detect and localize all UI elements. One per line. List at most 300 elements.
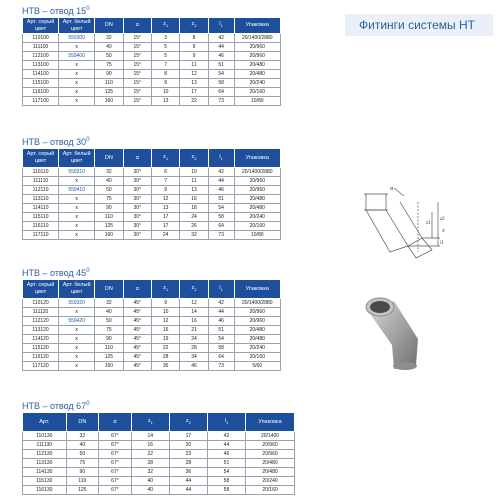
table-cell: 559300 <box>59 34 95 43</box>
column-header <box>59 18 95 34</box>
table-cell: 160 <box>95 97 123 106</box>
column-header-text: Упаковка <box>245 154 269 161</box>
table-cell: 125 <box>66 486 99 495</box>
table-row <box>23 326 281 335</box>
table-cell: 110 <box>95 344 123 353</box>
table-row <box>23 213 281 222</box>
table-cell: 50 <box>95 52 123 61</box>
table-cell: 110100 <box>23 34 59 43</box>
header-row <box>23 149 281 168</box>
table-row <box>23 168 281 177</box>
column-header <box>123 149 151 168</box>
table-cell: 24 <box>180 335 208 344</box>
table-cell: x <box>59 195 95 204</box>
table-cell: 20/480 <box>234 204 280 213</box>
table-cell: 13 <box>151 204 179 213</box>
table-row <box>23 79 281 88</box>
header-row <box>23 18 281 34</box>
table-cell: 22 <box>180 97 208 106</box>
table-cell: 12 <box>151 195 179 204</box>
table-cell: 30° <box>123 222 151 231</box>
table-cell: 50 <box>66 450 99 459</box>
table-row <box>23 61 281 70</box>
table-cell: 24 <box>151 231 179 240</box>
table-cell: 67° <box>99 477 132 486</box>
table-cell: 114110 <box>23 204 59 213</box>
degree-mark: 0 <box>86 6 90 12</box>
table-cell: 125 <box>95 88 123 97</box>
table-cell: 13 <box>151 97 179 106</box>
column-header <box>23 413 67 432</box>
table-cell: 42 <box>208 168 234 177</box>
table-cell: 32 <box>95 168 123 177</box>
table-cell: 10 <box>151 88 179 97</box>
table-cell: 58 <box>208 79 234 88</box>
table-row <box>23 450 295 459</box>
table-cell: 112130 <box>23 450 67 459</box>
table-cell: 17 <box>180 88 208 97</box>
table-cell: 32 <box>66 432 99 441</box>
table-cell: 559420 <box>59 317 95 326</box>
table-row <box>23 177 281 186</box>
degree-mark: 0 <box>86 401 90 407</box>
table-cell: 114100 <box>23 70 59 79</box>
table-cell: 17 <box>169 432 207 441</box>
table-cell: 20/1400/2880 <box>234 34 280 43</box>
column-header <box>95 18 123 34</box>
table-cell: 5 <box>151 52 179 61</box>
table-cell: 67° <box>99 459 132 468</box>
table-cell: 20/160 <box>234 353 280 362</box>
table-cell: 64 <box>208 88 234 97</box>
table-row <box>23 299 281 308</box>
column-header-subscript: 1 <box>220 23 223 29</box>
table-cell: 110130 <box>23 432 67 441</box>
table-cell: 111130 <box>23 441 67 450</box>
column-header-text: DN <box>104 154 113 161</box>
table-cell: 10 <box>180 168 208 177</box>
table-cell: x <box>59 61 95 70</box>
column-header-subscript: 2 <box>194 156 197 162</box>
table-cell: 30° <box>123 195 151 204</box>
table-cell: 10/80 <box>234 231 280 240</box>
table-cell: 12 <box>151 317 179 326</box>
table-cell: x <box>59 362 95 371</box>
table-cell: 559320 <box>59 299 95 308</box>
column-header <box>169 413 207 432</box>
table-row <box>23 231 281 240</box>
table-cell: 16 <box>151 326 179 335</box>
column-header-subscript: 2 <box>194 287 197 293</box>
table-row <box>23 97 281 106</box>
table-cell: 113130 <box>23 459 67 468</box>
table-cell: 110 <box>95 213 123 222</box>
table-cell: x <box>59 344 95 353</box>
table-cell: 67° <box>99 441 132 450</box>
table-cell: 90 <box>66 468 99 477</box>
table-cell: 112100 <box>23 52 59 61</box>
column-header-text: l <box>219 284 221 291</box>
table-cell: 20/480 <box>234 326 280 335</box>
column-header-text: Упаковка <box>258 418 282 425</box>
table-row <box>23 43 281 52</box>
table-row <box>23 34 281 43</box>
table-cell: 58 <box>207 477 245 486</box>
table-cell: 20/160 <box>234 222 280 231</box>
table-cell: 14 <box>180 308 208 317</box>
table-cell: 58 <box>208 213 234 222</box>
table-cell: 20/480 <box>246 468 295 477</box>
table-cell: 40 <box>66 441 99 450</box>
table-cell: 10/80 <box>234 97 280 106</box>
table-cell: 111120 <box>23 308 59 317</box>
table-cell: 30° <box>123 204 151 213</box>
column-header <box>59 149 95 168</box>
table-cell: 51 <box>208 326 234 335</box>
table-cell: x <box>59 335 95 344</box>
column-header-text: α <box>113 418 117 425</box>
table-cell: 15° <box>123 97 151 106</box>
table-cell: x <box>59 353 95 362</box>
table-cell: 64 <box>208 353 234 362</box>
table-cell: 44 <box>169 477 207 486</box>
table-cell: 90 <box>95 335 123 344</box>
table-cell: 51 <box>208 61 234 70</box>
table-cell: 20/960 <box>234 43 280 52</box>
table-row <box>23 344 281 353</box>
column-header <box>99 413 132 432</box>
table-cell: 13 <box>180 186 208 195</box>
table-cell: 10 <box>151 308 179 317</box>
table-section-67 <box>22 401 295 495</box>
table-cell: 15° <box>123 88 151 97</box>
column-header <box>95 280 123 299</box>
table-cell: 20 <box>169 441 207 450</box>
table-cell: 32 <box>95 34 123 43</box>
column-header-text: z <box>163 153 166 160</box>
table-row <box>23 362 281 371</box>
table-cell: 44 <box>208 308 234 317</box>
column-header-text: DN <box>78 418 87 425</box>
table-cell: 113100 <box>23 61 59 70</box>
table-cell: 75 <box>66 459 99 468</box>
table-cell: 7 <box>151 177 179 186</box>
table-cell: 110 <box>95 79 123 88</box>
column-header <box>123 280 151 299</box>
table-cell: 67° <box>99 486 132 495</box>
table-cell: 45° <box>123 326 151 335</box>
column-header-text: Арт. белый цвет <box>62 151 91 164</box>
table-cell: 75 <box>95 195 123 204</box>
table-cell: 28 <box>180 344 208 353</box>
table-cell: 115130 <box>23 477 67 486</box>
section-title-text: HTB – отвод 45 <box>22 268 87 278</box>
table-cell: 20/960 <box>234 308 280 317</box>
table-cell: 20/480 <box>234 61 280 70</box>
table-cell: 110110 <box>23 168 59 177</box>
table-cell: 46 <box>208 186 234 195</box>
table-cell: 67° <box>99 432 132 441</box>
table-cell: 20/1400/2880 <box>234 299 280 308</box>
table-cell: 559400 <box>59 52 95 61</box>
header-row <box>23 413 295 432</box>
table-cell: 559310 <box>59 168 95 177</box>
table-row <box>23 335 281 344</box>
column-header-text: Упаковка <box>245 285 269 292</box>
column-header-text: α <box>135 285 139 292</box>
table-cell: 20/960 <box>234 52 280 61</box>
table-cell: 20/160 <box>246 486 295 495</box>
table-cell: 17 <box>151 213 179 222</box>
table-cell: 64 <box>208 222 234 231</box>
table-row <box>23 204 281 213</box>
table-cell: 45° <box>123 308 151 317</box>
table-cell: 51 <box>207 459 245 468</box>
table-cell: 15° <box>123 70 151 79</box>
table-cell: 42 <box>208 34 234 43</box>
column-header <box>208 280 234 299</box>
table-cell: 18 <box>180 204 208 213</box>
table-cell: 11 <box>180 61 208 70</box>
column-header <box>246 413 295 432</box>
table-cell: x <box>59 231 95 240</box>
table-cell: 20/240 <box>234 79 280 88</box>
table-cell: 32 <box>131 468 169 477</box>
table-cell: 8 <box>151 70 179 79</box>
column-header-subscript: 1 <box>165 287 169 293</box>
table-cell: 117120 <box>23 362 59 371</box>
column-header <box>234 280 280 299</box>
column-header-text: z <box>191 284 195 291</box>
section-title <box>22 401 295 412</box>
section-title-text: HTB – отвод 67 <box>22 401 87 411</box>
table-cell: 54 <box>208 335 234 344</box>
table-cell: 58 <box>208 344 234 353</box>
column-header-subscript: 1 <box>225 420 229 426</box>
section-title <box>22 268 281 279</box>
table-row <box>23 441 295 450</box>
table-cell: 6 <box>151 168 179 177</box>
table-cell: 20/480 <box>246 459 295 468</box>
table-cell: 44 <box>169 486 207 495</box>
table-cell: 15° <box>123 79 151 88</box>
table-cell: 45° <box>123 353 151 362</box>
column-header-text: Арт. серый цвет <box>26 151 55 164</box>
column-header-text: Арт. серый цвет <box>26 18 55 32</box>
table-cell: 30° <box>123 213 151 222</box>
table-cell: 125 <box>95 222 123 231</box>
table-cell: 40 <box>131 477 169 486</box>
table-cell: 45° <box>123 344 151 353</box>
table-cell: 20/480 <box>234 70 280 79</box>
diagram-d-label: d <box>442 228 445 233</box>
section-title-text: HTB – отвод 15 <box>22 6 87 16</box>
elbow-technical-drawing <box>360 182 460 262</box>
diagram-l1-label: l1 <box>440 240 444 245</box>
table-cell: 9 <box>180 43 208 52</box>
column-header-text: z <box>163 284 166 291</box>
table-cell: 44 <box>207 441 245 450</box>
table-cell: 45° <box>123 335 151 344</box>
column-header-text: Упаковка <box>245 22 269 28</box>
column-header-text: l <box>224 417 226 424</box>
table-cell: 15° <box>123 61 151 70</box>
column-header-text: z <box>191 21 195 28</box>
column-header <box>123 18 151 34</box>
table-cell: 114120 <box>23 335 59 344</box>
column-header <box>234 149 280 168</box>
table-cell: 5/60 <box>234 362 280 371</box>
table-cell: 20/960 <box>234 177 280 186</box>
table-cell: x <box>59 222 95 231</box>
section-title <box>22 6 281 17</box>
table-cell: 160 <box>95 231 123 240</box>
table-cell: 20/1400/2880 <box>234 168 280 177</box>
table-row <box>23 88 281 97</box>
column-header <box>207 413 245 432</box>
table-cell: 19 <box>151 335 179 344</box>
table-cell: 45° <box>123 317 151 326</box>
table-cell: 46 <box>208 317 234 326</box>
table-cell: 46 <box>208 52 234 61</box>
table-cell: 20/480 <box>234 335 280 344</box>
column-header <box>23 149 59 168</box>
column-header-text: z <box>191 153 195 160</box>
table-cell: 28 <box>169 459 207 468</box>
table-cell: 20/1400 <box>246 432 295 441</box>
table-cell: 73 <box>208 362 234 371</box>
table-cell: 46 <box>207 450 245 459</box>
table-cell: 40 <box>95 308 123 317</box>
table-cell: 111110 <box>23 177 59 186</box>
column-header <box>180 149 208 168</box>
table-cell: 40 <box>131 486 169 495</box>
column-header-text: Арт. <box>39 418 50 425</box>
table-cell: 114130 <box>23 468 67 477</box>
column-header-subscript: 1 <box>165 156 169 162</box>
table-cell: 3 <box>151 34 179 43</box>
table-cell: 5 <box>151 43 179 52</box>
table-cell: 9 <box>151 186 179 195</box>
table-cell: 50 <box>95 186 123 195</box>
column-header-text: DN <box>104 285 113 292</box>
table-row <box>23 477 295 486</box>
table-cell: 90 <box>95 204 123 213</box>
table-cell: 116100 <box>23 88 59 97</box>
spec-table <box>22 148 281 240</box>
column-header <box>59 280 95 299</box>
table-row <box>23 52 281 61</box>
column-header-text: z <box>185 417 189 424</box>
column-header <box>208 149 234 168</box>
table-cell: 110 <box>66 477 99 486</box>
table-cell: x <box>59 213 95 222</box>
column-header-text: DN <box>104 22 113 28</box>
table-cell: x <box>59 204 95 213</box>
table-cell: 51 <box>208 195 234 204</box>
table-cell: 17 <box>151 222 179 231</box>
table-cell: 45° <box>123 299 151 308</box>
column-header-subscript: 1 <box>220 156 223 162</box>
table-cell: 45° <box>123 362 151 371</box>
diagram-alpha-label: α <box>390 186 394 192</box>
table-cell: 20/240 <box>234 213 280 222</box>
table-cell: 9 <box>180 52 208 61</box>
table-cell: 30° <box>123 231 151 240</box>
column-header <box>234 18 280 34</box>
section-title <box>22 137 281 148</box>
brand-label: Фитинги системы HT <box>345 14 493 36</box>
table-section-15 <box>22 6 281 106</box>
table-cell: 46 <box>180 362 208 371</box>
column-header <box>151 280 179 299</box>
table-cell: 20/160 <box>234 88 280 97</box>
table-cell: 28 <box>131 459 169 468</box>
table-cell: 75 <box>95 326 123 335</box>
table-cell: 116110 <box>23 222 59 231</box>
table-cell: 112110 <box>23 186 59 195</box>
diagram-z1-label: z1 <box>426 220 431 225</box>
column-header-text: α <box>135 22 139 28</box>
table-cell: 9 <box>151 79 179 88</box>
table-cell: 75 <box>95 61 123 70</box>
table-cell: 113110 <box>23 195 59 204</box>
table-cell: x <box>59 97 95 106</box>
column-header-text: Арт. белый цвет <box>62 18 91 32</box>
table-cell: 58 <box>207 486 245 495</box>
elbow-product-photo <box>360 293 426 373</box>
header-row <box>23 280 281 299</box>
table-cell: 12 <box>180 70 208 79</box>
column-header <box>23 18 59 34</box>
table-row <box>23 222 281 231</box>
table-cell: 20/960 <box>246 441 295 450</box>
table-cell: 34 <box>180 353 208 362</box>
column-header-subscript: 1 <box>220 287 223 293</box>
table-row <box>23 468 295 477</box>
table-row <box>23 317 281 326</box>
table-cell: 160 <box>95 362 123 371</box>
table-cell: 113120 <box>23 326 59 335</box>
table-cell: 117110 <box>23 231 59 240</box>
column-header <box>208 18 234 34</box>
table-cell: 7 <box>151 61 179 70</box>
table-cell: 23 <box>169 450 207 459</box>
table-cell: 32 <box>180 231 208 240</box>
table-cell: 116130 <box>23 486 67 495</box>
column-header-subscript: 1 <box>165 23 169 29</box>
table-cell: 42 <box>208 299 234 308</box>
section-title-text: HTB – отвод 30 <box>22 137 87 147</box>
column-header-text: Арт. серый цвет <box>26 282 55 295</box>
table-section-30 <box>22 137 281 240</box>
table-cell: 54 <box>207 468 245 477</box>
table-cell: 13 <box>180 79 208 88</box>
table-cell: 110120 <box>23 299 59 308</box>
table-cell: 22 <box>151 344 179 353</box>
column-header <box>180 18 208 34</box>
table-cell: 30° <box>123 186 151 195</box>
column-header <box>95 149 123 168</box>
degree-mark: 0 <box>86 268 90 274</box>
diagram-z2-label: z2 <box>440 216 445 221</box>
table-cell: 30° <box>123 177 151 186</box>
table-cell: 90 <box>95 70 123 79</box>
table-cell: 44 <box>208 177 234 186</box>
table-cell: 116120 <box>23 353 59 362</box>
table-row <box>23 195 281 204</box>
spec-table <box>22 279 281 371</box>
